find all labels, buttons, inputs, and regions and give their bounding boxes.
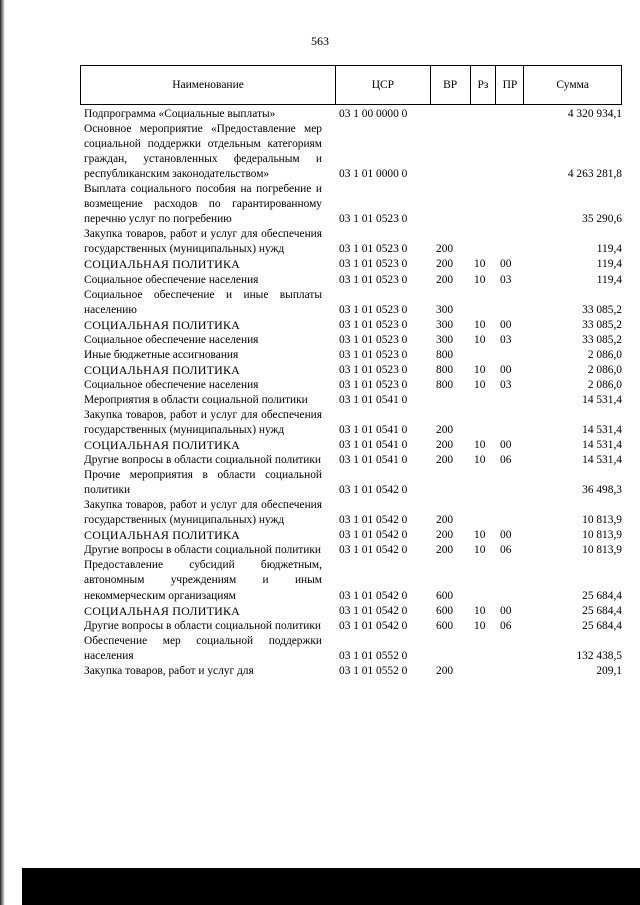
row-csr: 03 1 01 0523 0 <box>339 333 408 346</box>
row-name: СОЦИАЛЬНАЯ ПОЛИТИКА <box>84 528 241 543</box>
table-row <box>84 182 622 227</box>
row-vr: 800 <box>436 348 454 361</box>
row-vr: 200 <box>436 258 454 271</box>
table-row <box>84 619 622 634</box>
table-row <box>84 378 622 393</box>
table-row <box>84 558 622 603</box>
table-row <box>84 363 622 378</box>
row-csr: 03 1 01 0542 0 <box>339 604 408 617</box>
row-sum: 4 263 281,8 <box>567 168 622 181</box>
row-sum: 119,4 <box>596 273 622 286</box>
row-sum: 35 290,6 <box>582 213 622 226</box>
table-row <box>84 333 622 348</box>
table-row <box>84 393 622 408</box>
row-vr: 200 <box>436 423 454 436</box>
row-csr: 03 1 01 0541 0 <box>339 439 408 452</box>
row-csr: 03 1 01 0523 0 <box>339 213 408 226</box>
row-vr: 200 <box>436 664 454 677</box>
row-csr: 03 1 01 0542 0 <box>339 619 408 632</box>
row-pr: 06 <box>500 619 512 632</box>
table-row <box>84 438 622 453</box>
row-csr: 03 1 01 0541 0 <box>339 423 408 436</box>
row-pr: 00 <box>500 258 512 271</box>
row-csr: 03 1 01 0552 0 <box>339 649 408 662</box>
row-rz: 10 <box>474 258 486 271</box>
row-csr: 03 1 01 0541 0 <box>339 393 408 406</box>
row-sum: 33 085,2 <box>582 318 622 331</box>
row-vr: 600 <box>436 604 454 617</box>
table-row <box>84 498 622 528</box>
row-name: Закупка товаров, работ и услуг для обеспечения государственных (муниципальных) нужд <box>84 228 322 256</box>
row-pr: 03 <box>500 333 512 346</box>
row-vr: 200 <box>436 273 454 286</box>
row-rz: 10 <box>474 544 486 557</box>
row-sum: 25 684,4 <box>582 619 622 632</box>
row-sum: 33 085,2 <box>582 333 622 346</box>
row-sum: 209,1 <box>596 664 622 677</box>
row-pr: 06 <box>500 454 512 467</box>
row-csr: 03 1 01 0000 0 <box>339 168 408 181</box>
row-sum: 14 531,4 <box>582 454 622 467</box>
row-name: СОЦИАЛЬНАЯ ПОЛИТИКА <box>84 603 241 618</box>
table-body <box>84 107 622 679</box>
row-csr: 03 1 01 0542 0 <box>339 514 408 527</box>
row-vr: 200 <box>436 243 454 256</box>
table-row <box>84 348 622 363</box>
header-pr: ПР <box>496 66 524 104</box>
row-rz: 10 <box>474 318 486 331</box>
row-name: СОЦИАЛЬНАЯ ПОЛИТИКА <box>84 362 241 377</box>
row-sum: 36 498,3 <box>582 484 622 497</box>
table-row <box>84 318 622 333</box>
row-name: Другие вопросы в области социальной политики <box>84 544 321 557</box>
row-rz: 10 <box>474 529 486 542</box>
row-sum: 119,4 <box>596 258 622 271</box>
row-sum: 10 813,9 <box>582 529 622 542</box>
row-vr: 600 <box>436 619 454 632</box>
row-sum: 33 085,2 <box>582 303 622 316</box>
table-row <box>84 408 622 438</box>
row-sum: 10 813,9 <box>582 544 622 557</box>
row-sum: 2 086,0 <box>587 378 622 391</box>
table-row <box>84 543 622 558</box>
row-vr: 200 <box>436 529 454 542</box>
table-row <box>84 107 622 122</box>
table-row <box>84 257 622 272</box>
row-sum: 14 531,4 <box>582 393 622 406</box>
row-name: Закупка товаров, работ и услуг для <box>84 664 254 677</box>
row-name: Основное мероприятие «Предоставление мер социальной поддержки отдельным категориям граждан, установленных федеральным и республиканским законодательством» <box>84 123 322 181</box>
header-rz: Рз <box>471 66 497 104</box>
row-pr: 00 <box>500 604 512 617</box>
table-row <box>84 664 622 679</box>
row-csr: 03 1 01 0542 0 <box>339 529 408 542</box>
row-name: Обеспечение мер социальной поддержки населения <box>84 634 322 662</box>
row-pr: 00 <box>500 439 512 452</box>
row-sum: 4 320 934,1 <box>567 108 622 120</box>
row-rz: 10 <box>474 333 486 346</box>
row-name: СОЦИАЛЬНАЯ ПОЛИТИКА <box>84 317 241 332</box>
row-csr: 03 1 01 0523 0 <box>339 303 408 316</box>
scan-edge <box>0 0 5 905</box>
table-row <box>84 288 622 318</box>
row-csr: 03 1 01 0542 0 <box>339 589 408 602</box>
row-pr: 00 <box>500 529 512 542</box>
row-name: СОЦИАЛЬНАЯ ПОЛИТИКА <box>84 438 241 453</box>
row-sum: 132 438,5 <box>576 649 622 662</box>
row-csr: 03 1 00 0000 0 <box>339 108 408 120</box>
row-sum: 14 531,4 <box>582 423 622 436</box>
row-sum: 25 684,4 <box>582 589 622 602</box>
row-pr: 00 <box>500 363 512 376</box>
header-vr: ВР <box>431 66 471 104</box>
row-rz: 10 <box>474 378 486 391</box>
row-vr: 300 <box>436 318 454 331</box>
row-vr: 300 <box>436 303 454 316</box>
row-csr: 03 1 01 0523 0 <box>339 348 408 361</box>
header-csr: ЦСР <box>336 66 431 104</box>
row-pr: 03 <box>500 273 512 286</box>
table-row <box>84 453 622 468</box>
row-name: Социальное обеспечение населения <box>84 378 259 391</box>
row-vr: 200 <box>436 544 454 557</box>
table-row <box>84 468 622 498</box>
row-rz: 10 <box>474 273 486 286</box>
row-csr: 03 1 01 0523 0 <box>339 363 408 376</box>
row-name: Социальное обеспечение и иные выплаты населению <box>84 288 322 316</box>
row-csr: 03 1 01 0523 0 <box>339 273 408 286</box>
row-sum: 25 684,4 <box>582 604 622 617</box>
row-name: Выплата социального пособия на погребение и возмещение расходов по гарантированному перечню услуг по погребению <box>84 183 322 226</box>
row-rz: 10 <box>474 604 486 617</box>
row-csr: 03 1 01 0541 0 <box>339 454 408 467</box>
row-name: Предоставление субсидий бюджетным, автономным учреждениям и иным некоммерческим организациям <box>84 559 322 602</box>
row-name: Закупка товаров, работ и услуг для обеспечения государственных (муниципальных) нужд <box>84 499 322 527</box>
row-rz: 10 <box>474 363 486 376</box>
scan-bottom-border <box>22 868 640 905</box>
row-vr: 300 <box>436 333 454 346</box>
row-csr: 03 1 01 0523 0 <box>339 243 408 256</box>
row-vr: 200 <box>436 514 454 527</box>
table-row <box>84 634 622 664</box>
row-vr: 200 <box>436 454 454 467</box>
row-name: Иные бюджетные ассигнования <box>84 348 239 361</box>
row-vr: 800 <box>436 378 454 391</box>
row-csr: 03 1 01 0542 0 <box>339 484 408 497</box>
page-number: 563 <box>311 34 329 48</box>
row-sum: 2 086,0 <box>587 348 622 361</box>
row-name: Социальное обеспечение населения <box>84 333 259 346</box>
row-name: Закупка товаров, работ и услуг для обеспечения государственных (муниципальных) нужд <box>84 408 322 436</box>
row-name: Подпрограмма «Социальные выплаты» <box>84 108 276 120</box>
row-rz: 10 <box>474 454 486 467</box>
row-vr: 200 <box>436 439 454 452</box>
row-pr: 06 <box>500 544 512 557</box>
row-pr: 03 <box>500 378 512 391</box>
row-name: Социальное обеспечение населения <box>84 273 259 286</box>
table-row <box>84 122 622 182</box>
row-vr: 600 <box>436 589 454 602</box>
row-name: Мероприятия в области социальной политики <box>84 393 308 406</box>
row-vr: 800 <box>436 363 454 376</box>
row-sum: 2 086,0 <box>587 363 622 376</box>
row-csr: 03 1 01 0552 0 <box>339 664 408 677</box>
row-csr: 03 1 01 0523 0 <box>339 378 408 391</box>
row-rz: 10 <box>474 619 486 632</box>
row-rz: 10 <box>474 439 486 452</box>
row-pr: 00 <box>500 318 512 331</box>
header-name: Наименование <box>81 66 336 104</box>
row-name: СОЦИАЛЬНАЯ ПОЛИТИКА <box>84 257 241 272</box>
row-sum: 14 531,4 <box>582 439 622 452</box>
table-row <box>84 528 622 543</box>
table-row <box>84 604 622 619</box>
row-name: Прочие мероприятия в области социальной политики <box>84 469 322 497</box>
row-csr: 03 1 01 0523 0 <box>339 258 408 271</box>
row-name: Другие вопросы в области социальной политики <box>84 454 321 467</box>
table-header <box>80 65 622 105</box>
row-sum: 119,4 <box>596 243 622 256</box>
header-sum: Сумма <box>556 79 589 91</box>
row-csr: 03 1 01 0523 0 <box>339 318 408 331</box>
row-csr: 03 1 01 0542 0 <box>339 544 408 557</box>
table-row <box>84 273 622 288</box>
row-name: Другие вопросы в области социальной политики <box>84 619 321 632</box>
row-sum: 10 813,9 <box>582 514 622 527</box>
table-row <box>84 227 622 257</box>
